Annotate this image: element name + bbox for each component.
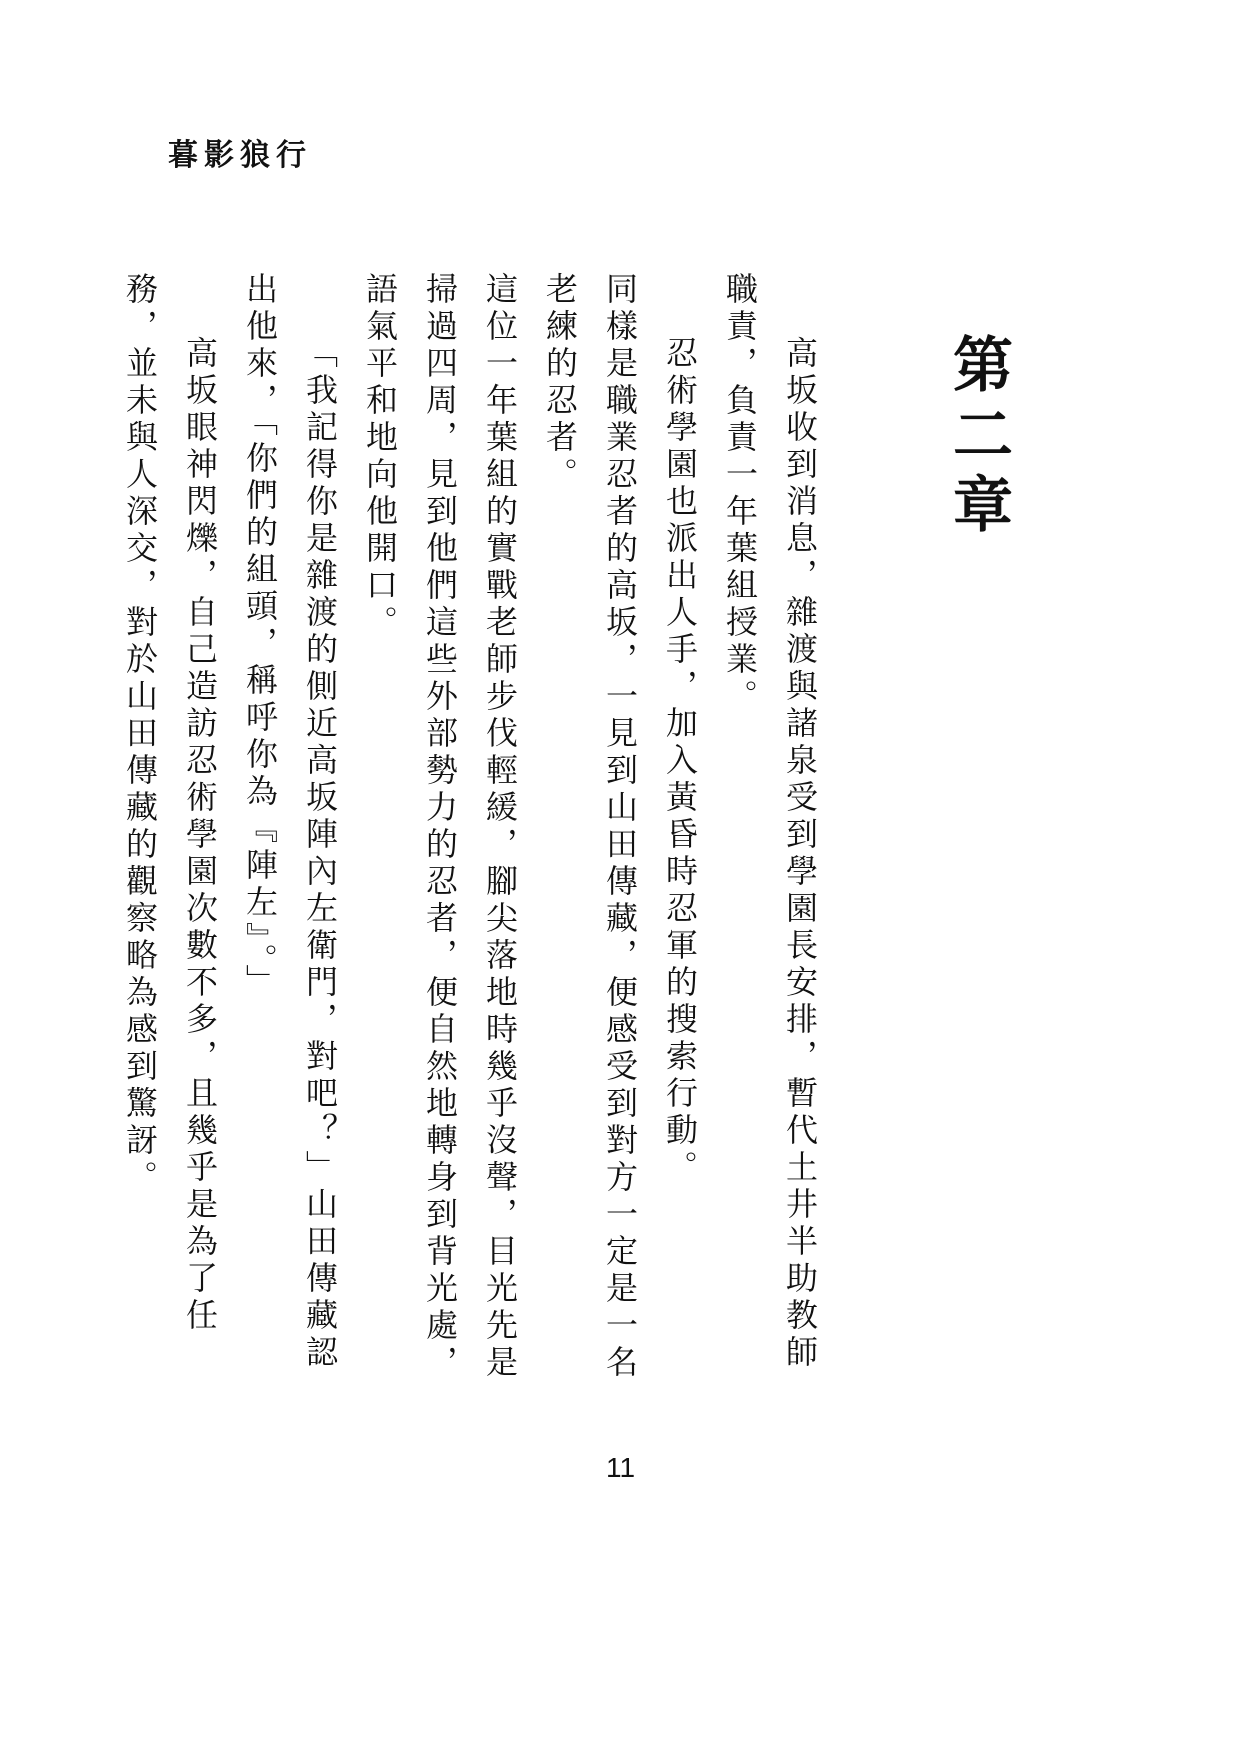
body-text bbox=[121, 272, 830, 1397]
running-title: 暮影狼行 bbox=[168, 138, 312, 173]
paragraph: 忍術學園也派出人手，加入黃昏時忍軍的搜索行動。 bbox=[661, 336, 699, 1187]
page-number: 11 bbox=[605, 1452, 636, 1483]
paragraph: 高坂收到消息，雜渡與諸泉受到學園長安排，暫代土井半助教師職責，負責一年葉組授業。 bbox=[721, 272, 819, 1372]
chapter-heading: 第二章 bbox=[943, 333, 1013, 543]
paragraph: 這位一年葉組的實戰老師步伐輕緩，腳尖落地時幾乎沒聲，目光先是掃過四周，見到他們這些外部勢力的忍者，便自然地轉身到背光處，語氣平和地向他開口。 bbox=[361, 272, 519, 1382]
paragraph: 同樣是職業忍者的高坂，一見到山田傳藏，便感受到對方一定是一名老練的忍者。 bbox=[541, 272, 639, 1382]
paragraph: 「我記得你是雜渡的側近高坂陣內左衛門，對吧？」山田傳藏認出他來，「你們的組頭，稱呼你為『陣左』。」 bbox=[241, 272, 339, 1372]
paragraph: 高坂眼神閃爍，自己造訪忍術學園次數不多，且幾乎是為了任務，並未與人深交，對於山田傳藏的觀察略為感到驚訝。 bbox=[121, 272, 219, 1335]
